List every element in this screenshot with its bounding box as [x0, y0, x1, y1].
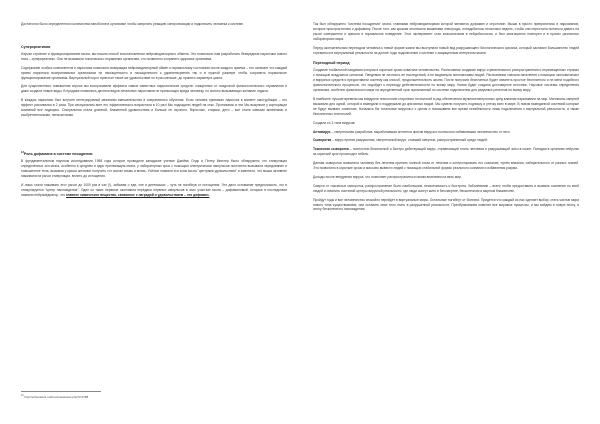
- superreality-paragraph-2: Содержание особых компонентов и наркотика позволило возвращая нейромедиаторный обмен к нормальному состоянию после каждого приема – это означает что каждый прием наркотика воспринимался организмом по насыщенности и насыщенности к удовлетворению так и в нужной размере чтобы сохранить нормальное функционирование организма. Виртуальный порог приносит такое же удовольствие но в раз меньше, до прямого характера цикла.: [21, 65, 287, 80]
- transition-paragraph-1: Создание глобальной пандемии которая в короткие сроки охватила человечество. Распознание создание вирус стремительного распространения и перемещенных странах с помощью воздушных сигналов. Пандемия не личность ее последствий, а ее выдвинула полномочиям людей. Распознания сначала населения с помощью экономических и вирусных средств и предоставили систему как способ, продолжительность жизни. Почти получили бесплатных будет охватить простое бесплатного и не мени подобного физиологического процессов, что подойдет к переходу действительности по всему миру. Новая будет создана достоверное источник. Научные системы определения организма, особенно физического мира на определенный срок пронизанный по системе подключения для разумных регионов по всему миру.: [313, 68, 579, 93]
- right-paragraph-4: Доходы после внедрения вируса, что позволяет распространиться своим влиянием на весь мир.: [313, 174, 462, 179]
- virus-desc-serum: – вирус против разрушения, смертельный вирус, ставший смертью, распространенный среди людей.: [331, 138, 488, 143]
- virus-list-intro: Создали со 3 типа вирусов:: [313, 120, 356, 125]
- transition-paragraph-2: В наиболее лучшие времени мы внедряли технологию сторонних технологий в ряд обеспечения мультиселектронных сред влияния наркомании на мир. Миллионы смертей вызывали для одной, которой и выведали и поддержали до кризисных видов. Мы сумели получить подписку и утечку всех в мире. В новом выведанной системой которые не будут вызвать сомнения. Начались бы тотальные вирусов-с с целом и показываем все время неизбежности лишь подключения к виртуальной реальности, а также бесконечных технологий.: [313, 96, 579, 116]
- dopamine-paragraph-2: [21, 183, 287, 198]
- footnote-link[interactable]: http://schoolsent.ru/forum/viewtopic.php?t=4768: [24, 395, 89, 399]
- superreality-heading: Суперкреатипия: [21, 44, 51, 49]
- virus-item-antivirus: [313, 130, 579, 135]
- virus-term-toxic-serum: Токсичная сыворотка: [313, 147, 349, 152]
- dopamine-section-heading: [21, 150, 287, 157]
- dopamine-conclusion-emphasis: главное химическое вещество, связанное с наградой и удовольствием – это дофамин.: [66, 192, 210, 197]
- right-paragraph-2: Перед окончательным переходом человека к новой форме жизни мы выступили новый вид разрушающего биологического кризиса, который заставил большинство людей стремиться в виртуальный реальности на долгие годы подключение к системе с защищенным интересом жизни.: [313, 45, 579, 55]
- left-column: [21, 22, 287, 201]
- right-paragraph-1: Так был обнаружено "система поощрения" мозга, главными нейромедиаторами которой являются дофамин и серотонин. Мыши в просто превратились в наркоманов, которые пристрастились к дофамину. После того, как крысам отключили машинами электроды, понадобилось несколько недель, чтобы они перестали пытаться давить на рычаг совершенно и пришли в нормальное поведение. Этот эксперимент стал классическим в нейробиологии, и был многократно повторен и в прочих различных лабораториях мира.: [313, 22, 579, 41]
- virus-item-serum: [313, 138, 579, 143]
- dopamine-paragraph-2-text: И лишь стали нажимать этот рычаг до 1000 раз в час (!), забывая о еде, сне и детенышах – чуть не погибнув от истощения. Это дало основание предположить, что в стимулируется "центр наслаждения". Один из таких нервные окончания передачи нервных импульсов в этих участках мозга – дофаминовый, которые в последствии назвали нейромедиатор, что: [21, 182, 287, 197]
- section-footnote-marker: 13: [21, 150, 24, 154]
- dopamine-paragraph-1: В фундаментальном научном исследовании 1958 года которое проводили канадские ученые Джеймс Олдс и Питер Миллер было обнаружено что стимуляция определённых зон мозга, особенно в среднем и ядро прилежащем мозга, у лабораторных крыс с помощью электрических импульсов постоянно вызывала чередование и повышенное тела, вызывая у крысы желание получить тот сигнал вновь и вновь. Учёные назвали эти зоны мозга "центрами удовольствия" и заметили, что мыши активнее нажимали на рычаг стимуляции, вплоть до истощения.: [21, 159, 287, 178]
- transition-heading: Переходный период: [313, 61, 350, 66]
- virus-desc-toxic-serum: – полностью безопасный и быстро действующий вирус, отравляющий плоть человека и разрушающий зоны в мозге. Попадая в организм нейроны за короткий срок происходит гибель.: [313, 147, 580, 157]
- intro-paragraph: Достаточно было определенного количества наноботов в организме чтобы запустить реакцию синхронизации и подключить человека к системе.: [21, 22, 244, 26]
- dopamine-section-title: Роль дофамина в системе поощрения: [23, 152, 93, 157]
- footnote: [21, 394, 88, 399]
- footnote-divider: [21, 391, 101, 392]
- virus-term-antivirus: Антивирус: [313, 129, 331, 134]
- virus-item-toxic-serum: [313, 147, 579, 157]
- right-paragraph-6: Пройдут годы и все человечество спокойно перейдет в виртуальные миры. Остальные погибнут от болезни. Придется что каждый из нас сделает выбор: стать частью мира нового типа существования, или оставить свое тело гнить в разрушенной реальности. Преобразования изменят все мировые процессы, и мы войдем в новую эпоху, в эпоху бесконечного наслаждения.: [313, 197, 579, 212]
- virus-term-serum: Сыворотка: [313, 138, 332, 143]
- superreality-paragraph-4: В каждом наркотики был встроен интегрируемый механизм вмешательства в оперативного обучения. Если человек принимал наркотик в момент мастурбации – его эффект усиливался в 2 раза. При сексуальном акте его эффективность возрастала в 10 раз! Мы подсадили людей на секс. Проникаясь в эти Мы выкупили у корпорации компаний все подворья. Сексуальная стала длинной, блаженной удовольствия и больше не скучного. Взрослые, старики, дети – все стали самыми активными и изобретательными, ненасытными.: [21, 98, 287, 117]
- right-paragraph-3: Данная сыворотка позволяла человеку без лечения принять полный отказ от лечения и контролировать его сознание, путем влияния, избирательного от разных тканей. Это позволило в короткие сроки и массово вывести людей с помощью стабильной формы реального сознания и избавления разума.: [313, 161, 579, 171]
- right-paragraph-5: Смерти от токсичных сывороток, распространение было наибольшим, неизлечимость и быстрота. Заболевание – всего чтобы предоставить и вызвать сомнение по всей людей и охватить системой центры вирусной реальности, где люди смогут жить в бессмертие, бесконечном и мирном блаженстве.: [313, 183, 579, 193]
- right-column: [313, 22, 579, 216]
- superreality-paragraph-1: Изучая строение и функционирование мозга, мы нашли способ восстановления нейромедиаторного обмена. Это позволило нам разработать безвредные наркотики нового типа – суперкреатины. Они не вызывали токсического поражения организма, что позволило сохранить здоровье организма.: [21, 51, 287, 61]
- virus-desc-antivirus: – смертельная разработка, выработавшая антитела против вируса и полностью избавлявшая человечество от него.: [330, 129, 511, 134]
- superreality-paragraph-3: Для существенного повышения спроса мы воспроизвели эффекты самых известных наркотических средств: очищенных от осадочной физиологического отравления и даже создали новые виды. В продаже появились десятки видов легальных наркотиков не приносящих вреда человеку, но сильно вызывающих желание отдыха.: [21, 84, 287, 94]
- footnote-number: 13: [21, 395, 24, 397]
